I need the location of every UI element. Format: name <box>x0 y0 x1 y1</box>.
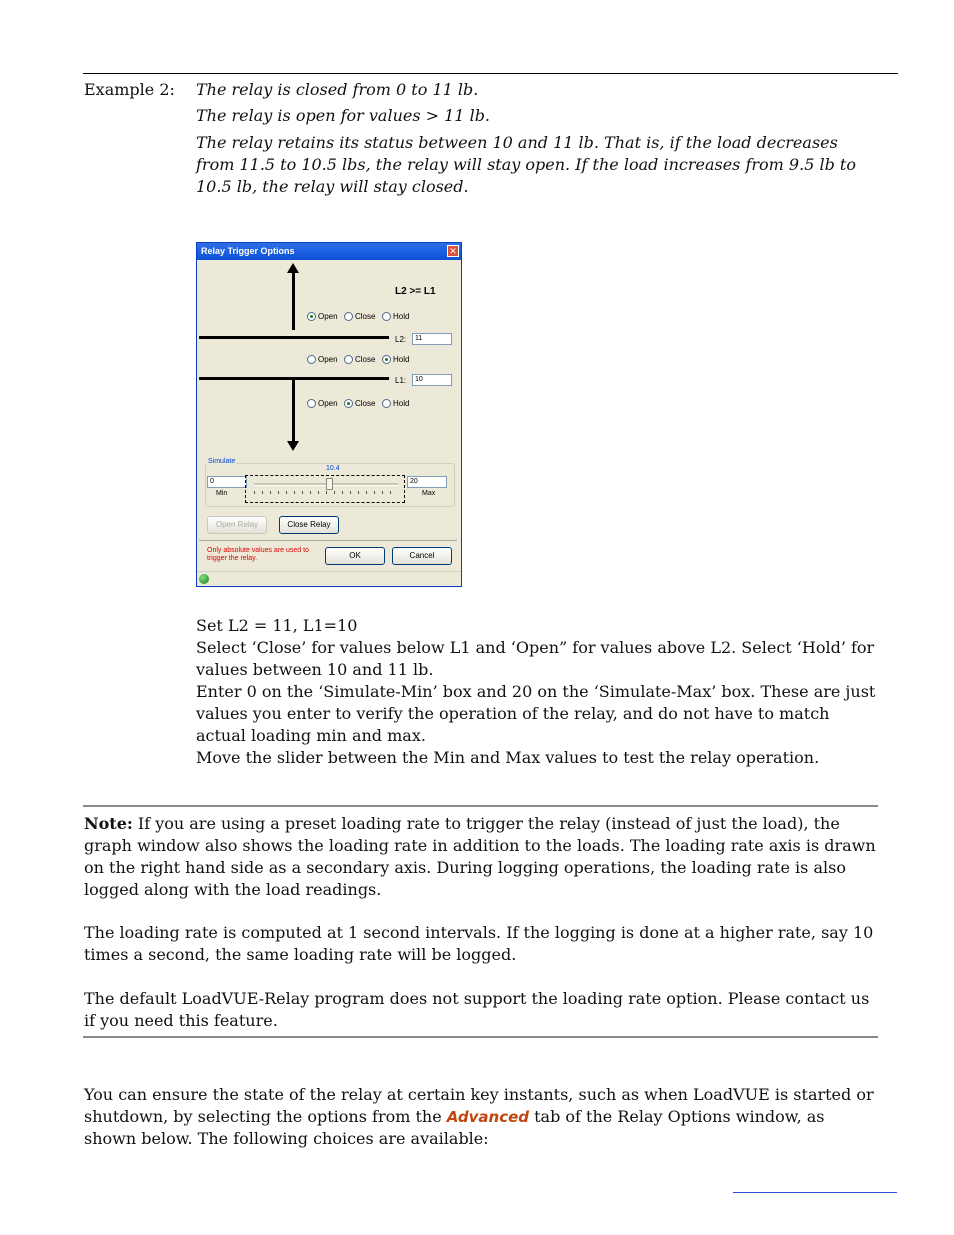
upper-axis-line <box>292 272 295 330</box>
warning-text: Only absolute values are used to trigger the relay. <box>207 547 309 562</box>
dialog-body <box>197 260 461 571</box>
instruction-4: Move the slider between the Min and Max values to test the relay operation. <box>196 748 820 767</box>
globe-icon <box>199 574 209 584</box>
ok-button[interactable]: OK <box>325 547 385 565</box>
example-line-2: The relay is open for values > 11 lb. <box>196 106 491 125</box>
radio-icon <box>344 355 353 364</box>
advanced-text-after: tab of the Relay Options window, as shown below. The following choices are available: <box>84 1107 825 1148</box>
example-line-1: The relay is closed from 0 to 11 lb. <box>196 80 479 99</box>
note-text: If you are using a preset loading rate to trigger the relay (instead of just the load), the graph window also shows the loading rate in addition to the loads. The loading rate axis is drawn on the right hand side as a secondary axis. During logging operations, the loading rate is also logged along with the load readings. <box>84 814 876 899</box>
note-label: Note: <box>84 814 133 833</box>
instruction-1: Set L2 = 11, L1=10 <box>196 616 358 635</box>
header-rule <box>83 73 898 74</box>
slider-thumb[interactable] <box>326 478 333 490</box>
dialog-title: Relay Trigger Options <box>201 246 295 256</box>
radio-icon <box>307 355 316 364</box>
open-relay-button[interactable]: Open Relay <box>207 516 267 534</box>
close-relay-button[interactable]: Close Relay <box>279 516 339 534</box>
dialog-statusbar <box>197 571 461 586</box>
advanced-text-before: You can ensure the state of the relay at certain key instants, such as when LoadVUE is started or shutdown, by selecting the options from the <box>84 1085 874 1126</box>
simulate-title: Simulate <box>208 458 236 465</box>
lower-axis-line <box>292 380 295 442</box>
note-paragraph-3: The default LoadVUE-Relay program does not support the loading rate option. Please contact us if you need this feature. <box>84 989 870 1030</box>
radio-selected-icon <box>307 312 316 321</box>
simulate-max-label: Max <box>422 490 436 497</box>
close-icon[interactable]: ✕ <box>447 245 459 257</box>
arrow-down-icon <box>287 441 299 451</box>
simulate-value: 10.4 <box>326 465 340 472</box>
example-label: Example 2: <box>84 80 175 99</box>
upper-hold-radio[interactable]: Hold <box>382 312 409 324</box>
l1-input[interactable]: 10 <box>412 374 452 386</box>
cancel-button[interactable]: Cancel <box>392 547 452 565</box>
radio-icon <box>382 399 391 408</box>
upper-open-radio[interactable]: Open <box>307 312 338 324</box>
middle-open-radio[interactable]: Open <box>307 355 338 367</box>
note-bottom-rule <box>83 1036 878 1038</box>
instructions <box>196 615 876 769</box>
radio-selected-icon <box>382 355 391 364</box>
note-paragraph-2: The loading rate is computed at 1 second intervals. If the logging is done at a higher rate, say 10 times a second, the same loading rate will be logged. <box>84 923 874 964</box>
advanced-tab-reference: Advanced <box>446 1108 530 1126</box>
lower-hold-radio[interactable]: Hold <box>382 399 409 411</box>
lower-close-radio[interactable]: Close <box>344 399 375 411</box>
note-paragraph-1 <box>84 813 876 901</box>
condition-label: L2 >= L1 <box>395 286 436 297</box>
advanced-paragraph <box>84 1084 876 1150</box>
radio-icon <box>382 312 391 321</box>
note-top-rule <box>83 805 878 807</box>
l1-label: L1: <box>395 376 407 385</box>
simulate-min-label: Min <box>216 490 228 497</box>
radio-icon <box>307 399 316 408</box>
lower-open-radio[interactable]: Open <box>307 399 338 411</box>
radio-selected-icon <box>344 399 353 408</box>
simulate-slider[interactable] <box>245 475 405 503</box>
upper-close-radio[interactable]: Close <box>344 312 375 324</box>
example-line-3: The relay retains its status between 10 and 11 lb. That is, if the load decreases from 11.5 to 10.5 lbs, the relay will stay open. If the load increases from 9.5 lb to 10.5 lb, the relay will stay closed. <box>196 133 856 196</box>
relay-trigger-options-dialog <box>196 242 462 587</box>
simulate-max-input[interactable]: 20 <box>407 476 447 488</box>
footer-link-underline[interactable] <box>733 1192 897 1193</box>
instruction-3: Enter 0 on the ‘Simulate-Min’ box and 20 on the ‘Simulate-Max’ box. These are just values you enter to verify the operation of the relay, and do not have to match actual loading min and max. <box>196 682 876 745</box>
l2-label: L2: <box>395 335 407 344</box>
simulate-min-input[interactable]: 0 <box>207 476 247 488</box>
middle-hold-radio[interactable]: Hold <box>382 355 409 367</box>
instruction-2: Select ‘Close’ for values below L1 and ‘Open” for values above L2. Select ‘Hold’ for values between 10 and 11 lb. <box>196 638 875 679</box>
l2-input[interactable]: 11 <box>412 333 452 345</box>
radio-icon <box>344 312 353 321</box>
dialog-separator <box>199 540 457 541</box>
l2-threshold-line <box>199 336 389 339</box>
middle-close-radio[interactable]: Close <box>344 355 375 367</box>
slider-ticks <box>254 491 398 494</box>
dialog-titlebar <box>197 243 461 260</box>
